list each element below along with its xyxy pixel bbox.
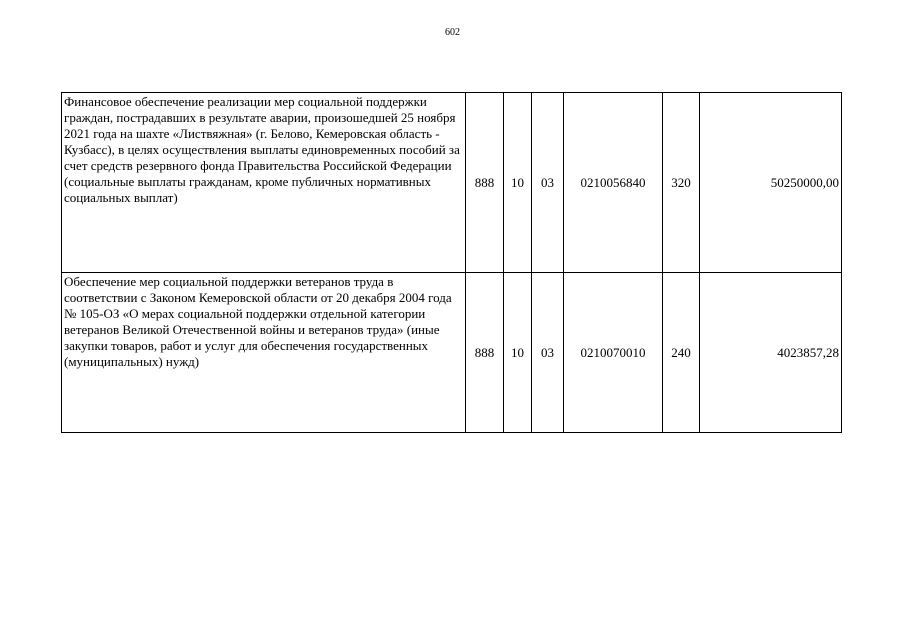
expense-type-code: 240 [663,273,700,433]
amount: 4023857,28 [700,273,842,433]
page-number: 602 [445,27,460,38]
budget-table [61,92,842,433]
ministry-code: 888 [466,93,504,273]
section-code: 10 [504,93,532,273]
row-description: Обеспечение мер социальной поддержки ветеранов труда в соответствии с Законом Кемеровской области от 20 декабря 2004 года № 105-ОЗ «О мерах социальной поддержки отдельной категории ветеранов Великой Отечественной войны и ветеранов труда» (иные закупки товаров, работ и услуг для обеспечения государственных (муниципальных) нужд) [62,273,466,433]
target-article-code: 0210056840 [564,93,663,273]
amount: 50250000,00 [700,93,842,273]
ministry-code: 888 [466,273,504,433]
target-article-code: 0210070010 [564,273,663,433]
subsection-code: 03 [532,273,564,433]
table-row [62,93,842,273]
table-row [62,273,842,433]
subsection-code: 03 [532,93,564,273]
row-description: Финансовое обеспечение реализации мер социальной поддержки граждан, пострадавших в результате аварии, произошедшей 25 ноября 2021 года на шахте «Листвяжная» (г. Белово, Кемеровская область - Кузбасс), в целях осуществления выплаты единовременных пособий за счет средств резервного фонда Правительства Российской Федерации (социальные выплаты гражданам, кроме публичных нормативных социальных выплат) [62,93,466,273]
expense-type-code: 320 [663,93,700,273]
section-code: 10 [504,273,532,433]
